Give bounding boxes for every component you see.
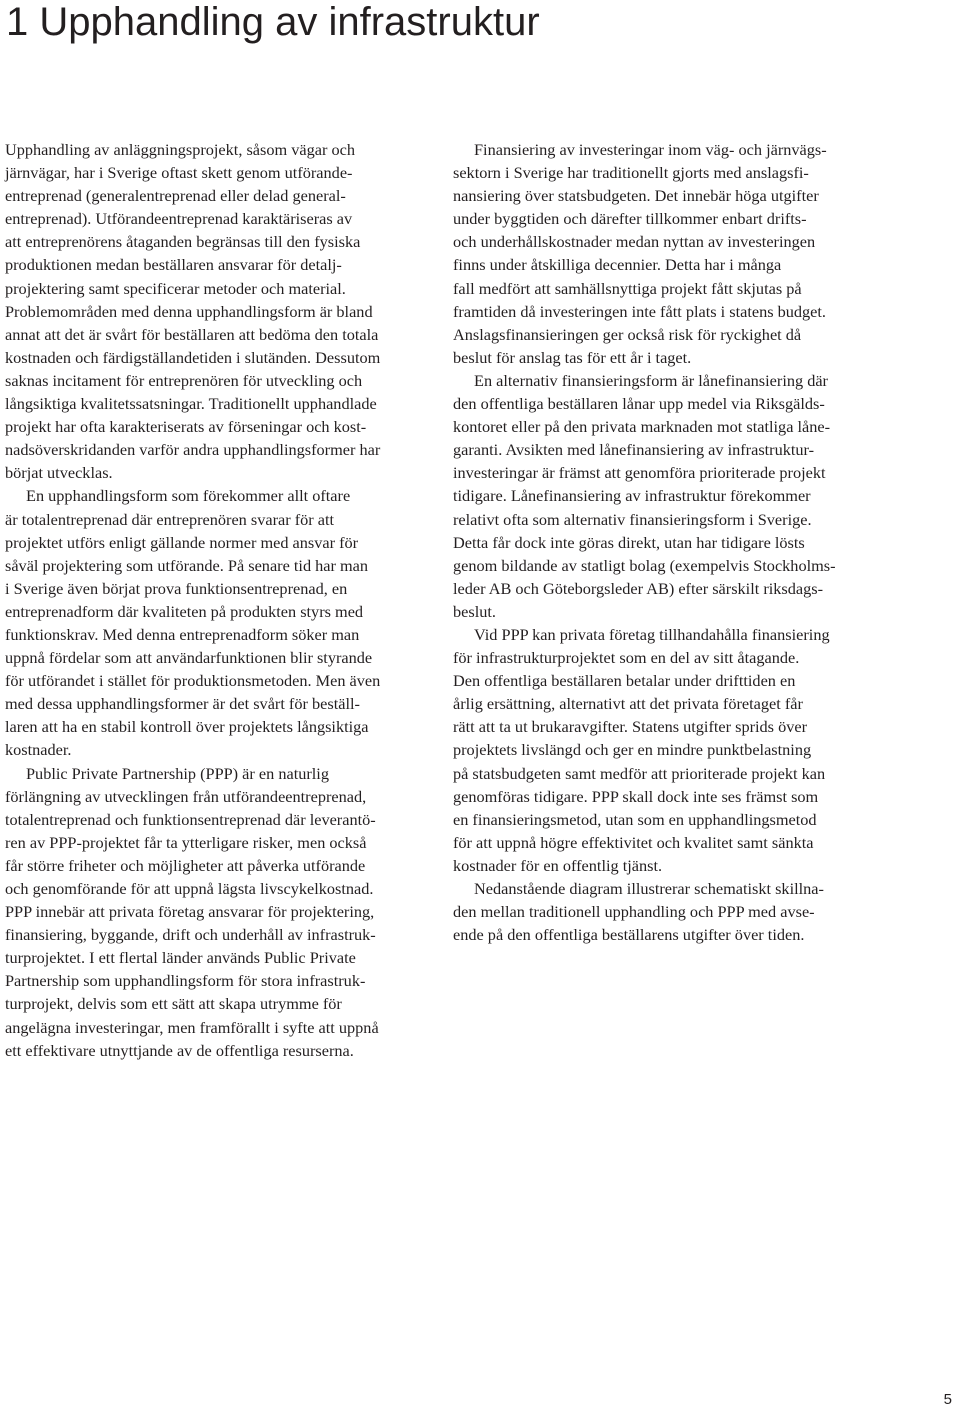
page-title: 1 Upphandling av infrastruktur xyxy=(6,0,540,44)
left-column xyxy=(5,138,437,1062)
body-paragraph: Vid PPP kan privata företag tillhandahålla finansiering för infrastrukturprojektet som en del av sitt åtagande. Den offentliga beställaren betalar under drifttiden en årlig ersättning, alternativt att det privata företaget får rätt att ta ut brukaravgifter. Statens utgifter sprids över projektets livslängd och ger en mindre punktbelastning på statsbudgeten samt medför att prioriterade projekt kan genomföras tidigare. PPP skall dock inte ses främst som en finansieringsmetod, utan som en upphandlingsmetod för att uppnå högre effektivitet och kvalitet samt sänkta kostnader för en offentlig tjänst. xyxy=(453,624,830,875)
page-number: 5 xyxy=(943,1391,952,1408)
body-paragraph: En alternativ finansieringsform är lånefinansiering där den offentliga beställaren lånar upp medel via Riksgälds- kontoret eller på den privata marknaden mot statliga låne- garanti. Avsikten med lånefinansiering av infrastruktur- investeringar är främst att genomföra prioriterade projekt tidigare. Lånefinansiering av infrastruktur förekommer relativt ofta som alternativ finansieringsform i Sverige. Detta får dock inte göras direkt, utan har tidigare lösts genom bildande av statligt bolag (exempelvis Stockholms- leder AB och Göteborgsleder AB) efter särskilt riksdags- beslut. xyxy=(453,370,836,621)
body-paragraph: Public Private Partnership (PPP) är en naturlig förlängning av utvecklingen från utförandeentreprenad, totalentreprenad och funktionsentreprenad där leverantö- ren av PPP-projektet får ta ytterligare risker, men också får större friheter och möjligheter att påverka utförande och genomförande för att uppnå lägsta livscykelkostnad. PPP innebär att privata företag ansvarar för projektering, finansiering, byggande, drift och underhåll av infrastruk- turprojektet. I ett flertal länder används Public Private Partnership som upphandlingsform för stora infrastruk- turprojekt, delvis som ett sätt att skapa utrymme för angelägna investeringar, men framförallt i syfte att uppnå ett effektivare utnyttjande av de offentliga resurserna. xyxy=(5,763,379,1060)
body-paragraph: Upphandling av anläggningsprojekt, såsom vägar och järnvägar, har i Sverige oftast skett genom utförande- entreprenad (generalentreprenad eller delad general- entreprenad). Utförandeentreprenad karaktäriseras av att entreprenörens åtaganden begränsas till den fysiska produktionen medan beställaren ansvarar för detalj- projektering samt specificerar metoder och material. Problemområden med denna upphandlingsform är bland annat att det är svårt för beställaren att bedöma den totala kostnaden och färdigställandetiden i slutänden. Dessutom saknas incitament för entreprenören för utveckling och långsiktiga kvalitetssatsningar. Traditionellt upphandlade projekt har ofta karakteriserats av förseningar och kost- nadsöverskridanden varför andra upphandlingsformer har börjat utvecklas. xyxy=(5,140,381,483)
body-paragraph: Finansiering av investeringar inom väg- och järnvägs- sektorn i Sverige har traditionellt gjorts med anslagsfi- nansiering över statsbudgeten. Det innebär höga utgifter under byggtiden och därefter tillkommer enbart drifts- och underhållskostnader medan nyttan av investeringen finns under åtskilliga decennier. Detta har i många fall medfört att samhällsnyttiga projekt fått skjutas på framtiden då investeringen inte fått plats i statens budget. Anslagsfinansieringen ger också risk för ryckighet då beslut för anslag tas för ett år i taget. xyxy=(453,140,827,367)
body-paragraph: Nedanstående diagram illustrerar schematiskt skillna- den mellan traditionell upphandling och PPP med avse- ende på den offentliga beställarens utgifter över tiden. xyxy=(453,879,824,945)
body-paragraph: En upphandlingsform som förekommer allt oftare är totalentreprenad där entreprenören svarar för att projektet utförs enligt gällande normer med ansvar för såväl projektering som utförande. På senare tid har man i Sverige även börjat prova funktionsentreprenad, en entreprenadform där kvaliteten på produkten styrs med funktionskrav. Med denna entreprenadform söker man uppnå fördelar som att användarfunktionen blir styrande för utförandet i stället för produktionsmetoden. Men även med dessa upphandlingsformer är det svårt för beställ- laren att ha en stabil kontroll över projektets långsiktiga kostnader. xyxy=(5,486,381,760)
right-column xyxy=(453,138,893,946)
